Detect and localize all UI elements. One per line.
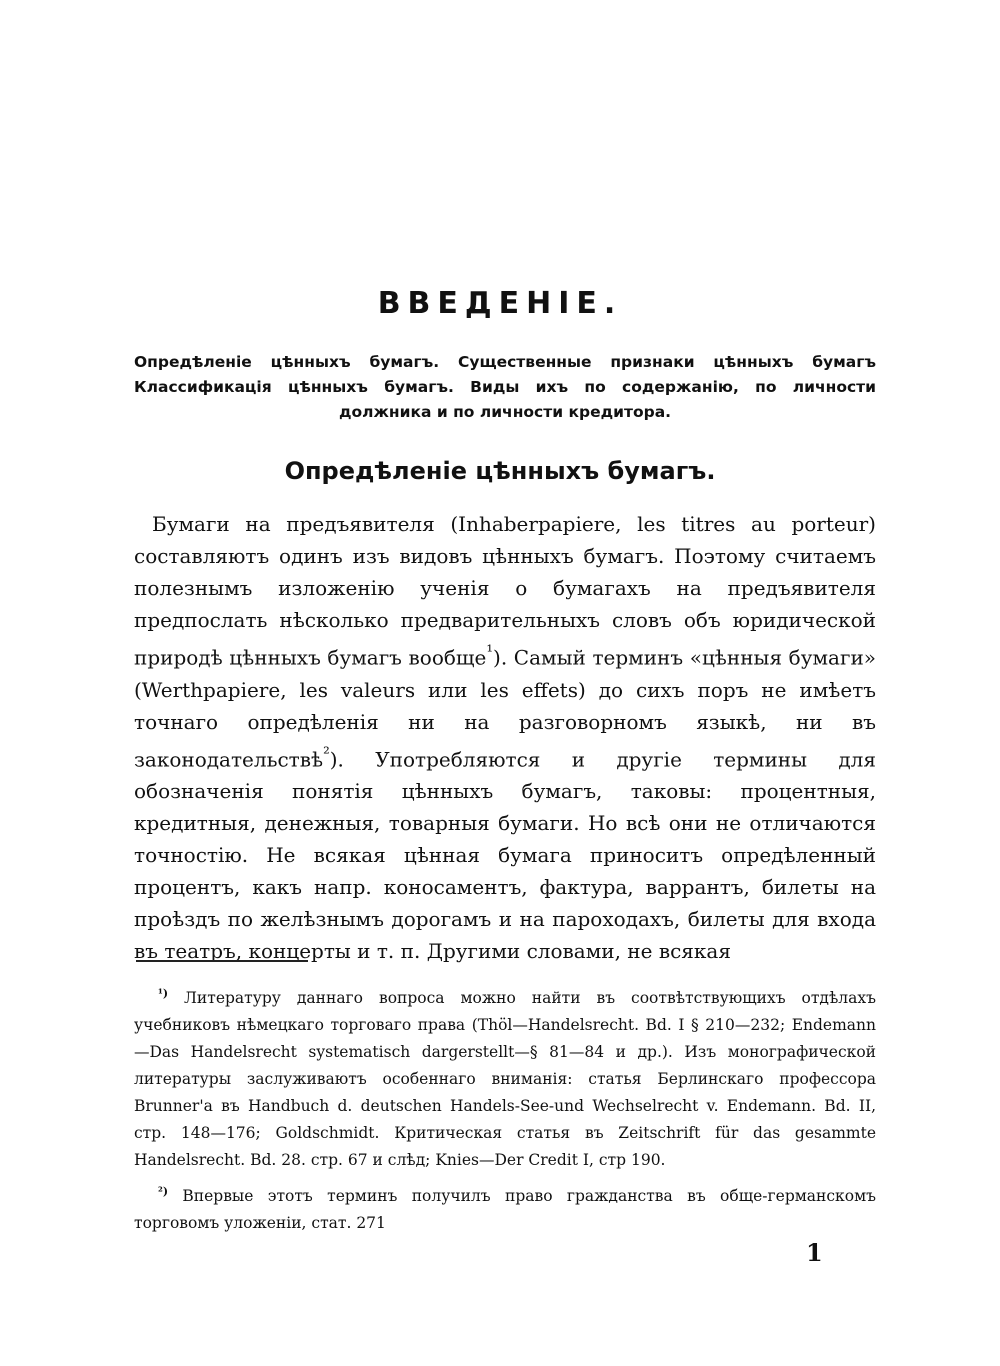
footnote-divider: [136, 960, 308, 962]
section-heading: Опредѣленіе цѣнныхъ бумагъ.: [284, 457, 716, 485]
footnotes: [134, 980, 876, 1241]
footnote-1: [134, 980, 876, 1174]
body-text-part-1: Бумаги на предъявителя (Inhaberpapiere, les titres au porteur) составляютъ одинъ изъ видовъ цѣнныхъ бумагъ. Поэтому считаемъ полезнымъ изложенію ученія о бумагахъ на предъявителя предпослать нѣсколько предварительныхъ словъ объ юридической природѣ цѣнныхъ бумагъ вообще: [134, 512, 876, 670]
footnote-text: Литературу даннаго вопроса можно найти въ соотвѣтствующихъ отдѣлахъ учебниковъ нѣмецкаго торговаго права (Thöl—Handelsrecht. Bd. I § 210—232; Endemann—Das Handelsrecht systematisch dargerstellt—§ 81—84 и др.). Изъ монографической литературы заслуживаютъ особеннаго вниманія: статья Берлинскаго профессора Brunner'а въ Handbuch d. deutschen Handels-See-und Wechselrecht v. Endemann. Bd. II, стр. 148—176; Goldschmidt. Критическая статья въ Zeitschrift für das gesammte Handelsrecht. Bd. 28. стр. 67 и слѣд; Knies—Der Credit I, стр 190.: [134, 989, 876, 1170]
footnote-mark: ¹): [158, 987, 169, 1000]
body-text-part-3: ). Употребляются и другіе термины для обозначенія понятія цѣнныхъ бумагъ, таковы: процентныя, кредитныя, денежныя, товарныя бумаги. Но всѣ они не отличаются точностію. Не всякая цѣнная бумага приноситъ опредѣленный процентъ, какъ напр. коносаментъ, фактура, варрантъ, билеты на проѣздъ по желѣзнымъ дорогамъ и на пароходахъ, билеты для входа въ театръ, концерты и т. п. Другими словами, не всякая: [134, 747, 876, 964]
footnote-mark: ²): [158, 1185, 169, 1199]
footnote-text: Впервые этотъ терминъ получилъ право гражданства въ обще-германскомъ торговомъ уложеніи, стат. 271: [134, 1187, 876, 1233]
footnote-ref-2: ²: [323, 743, 330, 763]
footnote-ref-1: ¹: [486, 642, 494, 661]
footnote-2: [134, 1178, 876, 1237]
page-number: 1: [806, 1238, 823, 1267]
body-text-part-2: ). Самый терминъ «цѣнныя бумаги» (Werthpapiere, les valeurs или les effets) до сихъ поръ не имѣетъ точнаго опредѣленія ни на разговорномъ языкѣ, ни въ законодательствѣ: [134, 645, 877, 772]
body-paragraph: [134, 508, 876, 967]
chapter-summary: Опредѣленіе цѣнныхъ бумагъ. Существенные признаки цѣнныхъ бумагъ Классификація цѣнныхъ бумагъ. Виды ихъ по содержанію, по личности должника и по личности кредитора.: [134, 353, 876, 421]
chapter-title: ВВЕДЕНІЕ.: [377, 286, 623, 321]
